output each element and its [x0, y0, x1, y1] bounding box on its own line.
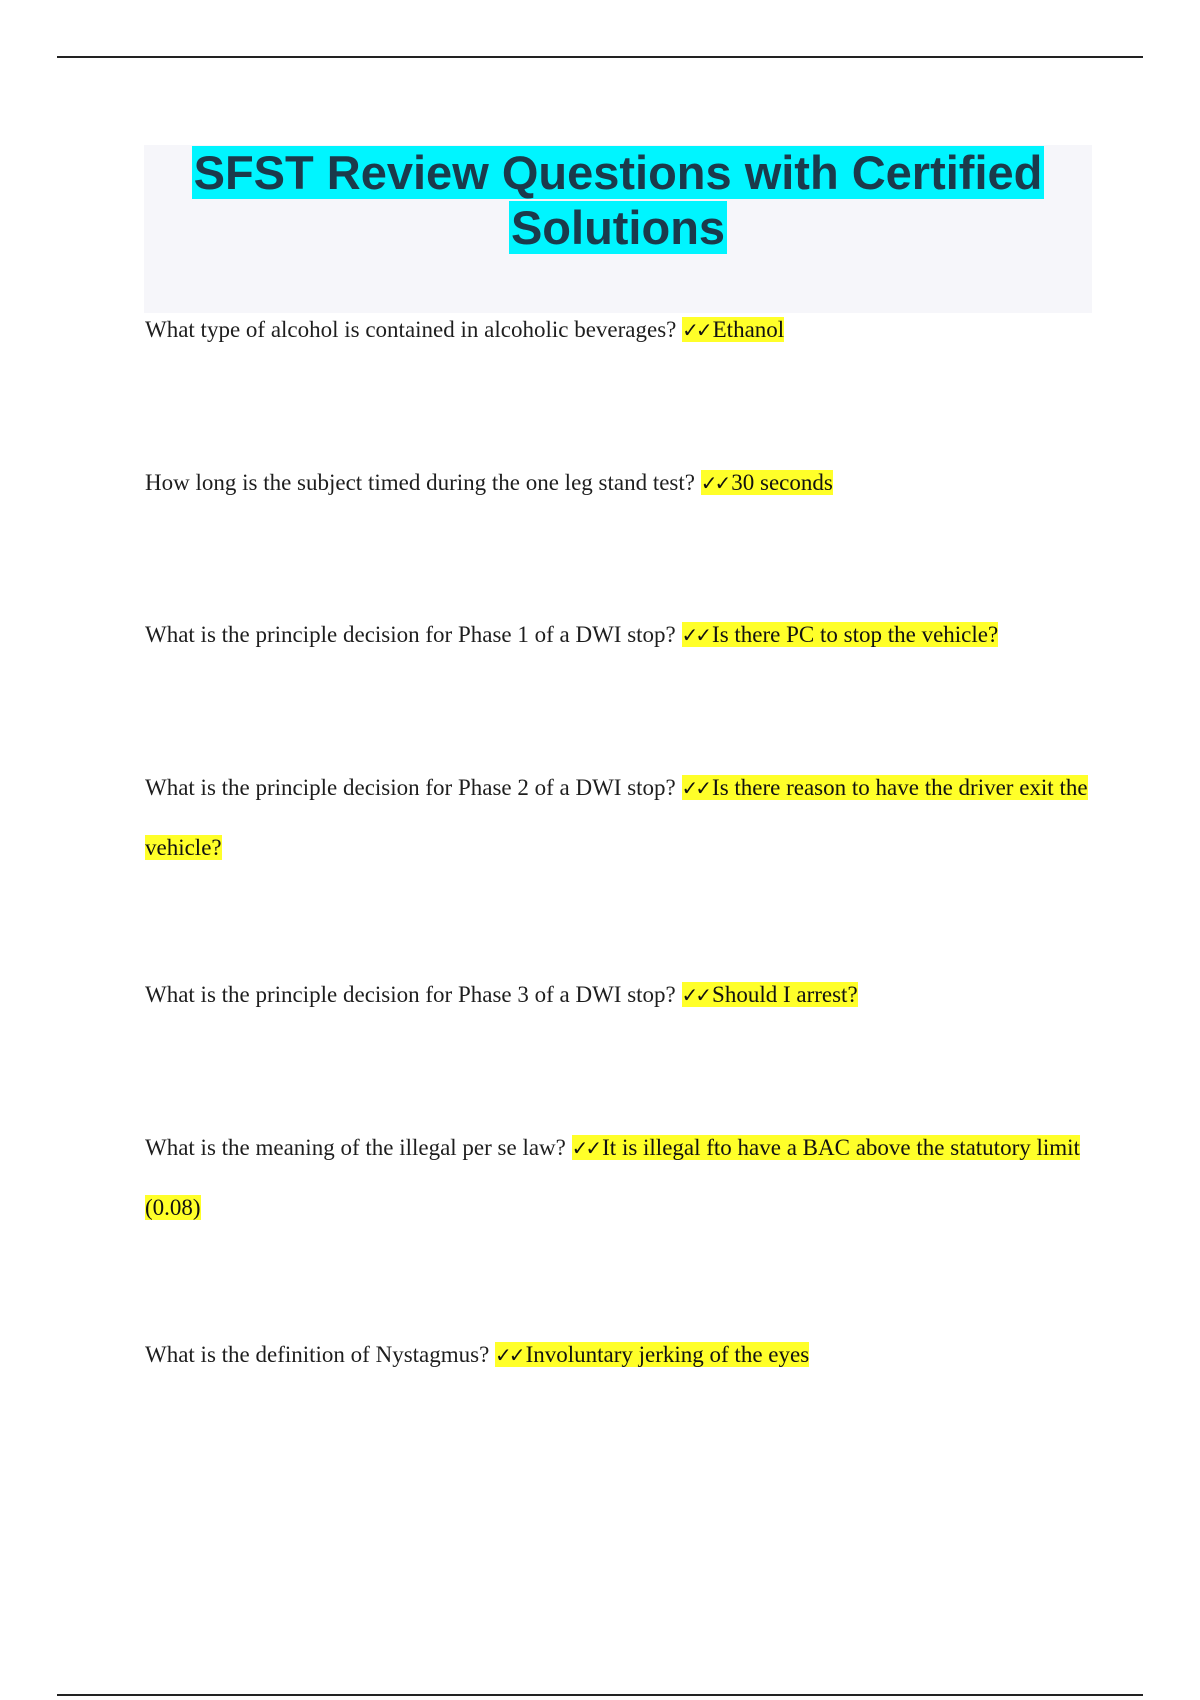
double-check-icon: ✓✓ [571, 1136, 600, 1160]
double-check-icon: ✓✓ [682, 318, 710, 342]
qa-item-2 [145, 453, 1105, 513]
top-rule [57, 56, 1143, 58]
question-text: What is the principle decision for Phase 1 of a DWI stop? [145, 622, 676, 647]
question-text: What is the meaning of the illegal per se law? [145, 1135, 566, 1160]
qa-item-7 [145, 1325, 1105, 1385]
answer-highlight [701, 470, 833, 495]
question-text: What is the principle decision for Phase 3 of a DWI stop? [145, 982, 676, 1007]
double-check-icon: ✓✓ [700, 471, 729, 495]
answer-text: Is there reason to have the driver exit the vehicle? [145, 775, 1088, 860]
answer-text: Involuntary jerking of the eyes [525, 1342, 810, 1367]
question-text: What is the principle decision for Phase 2 of a DWI stop? [145, 775, 676, 800]
document-title-line-1: SFST Review Questions with Certified [193, 146, 1043, 199]
answer-text: Is there PC to stop the vehicle? [712, 622, 999, 647]
answer-text: It is illegal fto have a BAC above the statutory limit (0.08) [145, 1135, 1080, 1220]
qa-item-6 [145, 1118, 1105, 1238]
qa-item-3 [145, 605, 1105, 665]
double-check-icon: ✓✓ [495, 1343, 523, 1367]
answer-highlight [682, 317, 784, 342]
qa-item-1 [145, 300, 1105, 360]
double-check-icon: ✓✓ [681, 623, 710, 647]
qa-item-4 [145, 758, 1105, 878]
answer-text: Ethanol [712, 317, 785, 342]
answer-text: Should I arrest? [712, 982, 858, 1007]
answer-text: 30 seconds [731, 470, 833, 495]
question-text: What is the definition of Nystagmus? [145, 1342, 490, 1367]
double-check-icon: ✓✓ [681, 983, 710, 1007]
document-title [144, 145, 1092, 255]
question-text: How long is the subject timed during the one leg stand test? [145, 470, 695, 495]
document-title-line-2: Solutions [510, 201, 726, 254]
title-block [144, 145, 1092, 313]
answer-highlight [682, 622, 999, 647]
double-check-icon: ✓✓ [681, 776, 710, 800]
bottom-rule [57, 1694, 1143, 1696]
question-text: What type of alcohol is contained in alcoholic beverages? [145, 317, 677, 342]
answer-highlight [495, 1342, 809, 1367]
answer-highlight [682, 982, 858, 1007]
qa-item-5 [145, 965, 1105, 1025]
